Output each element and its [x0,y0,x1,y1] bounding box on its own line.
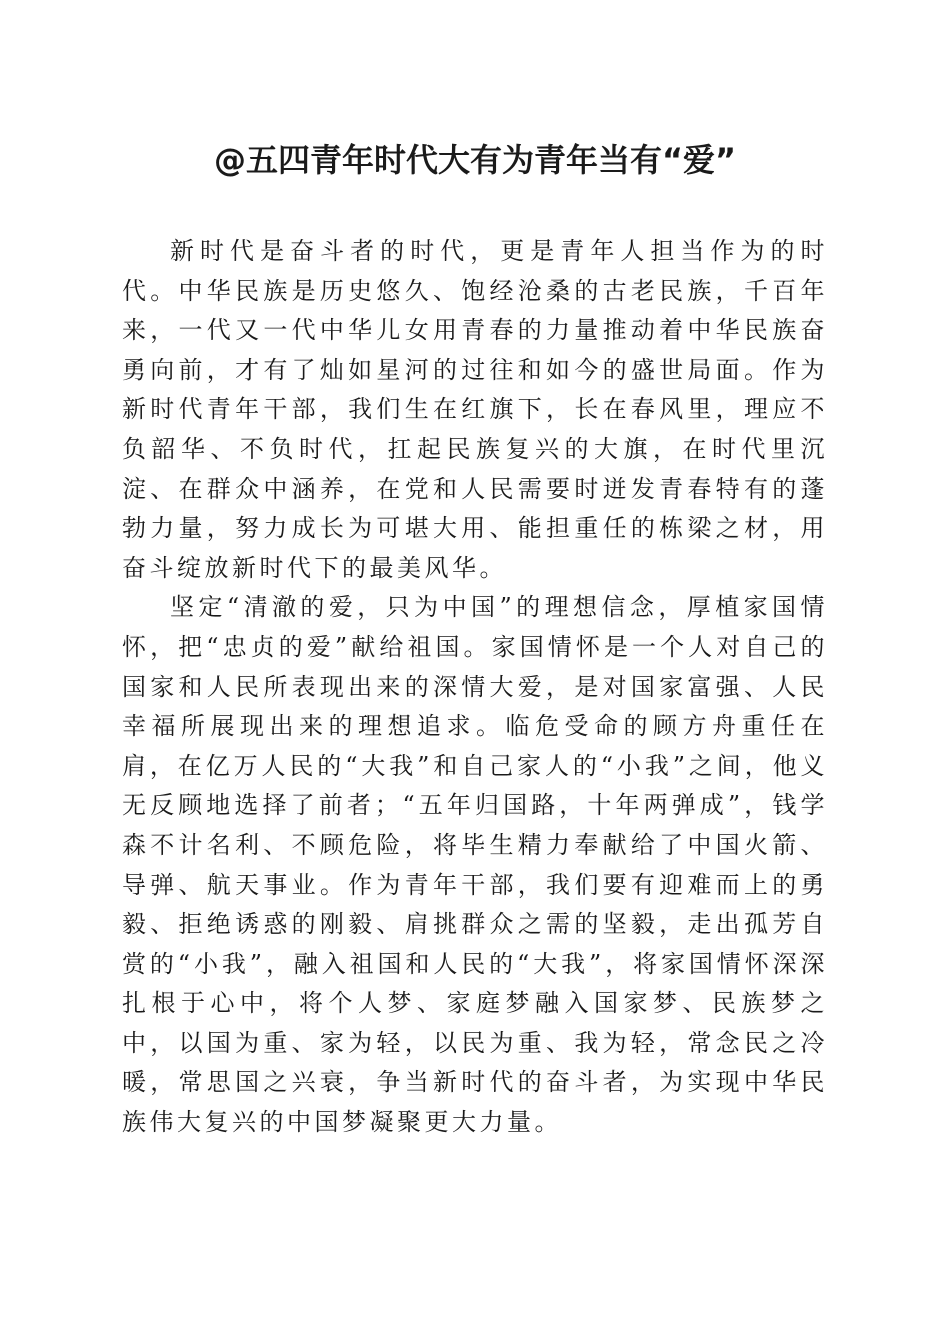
paragraph-1: 新时代是奋斗者的时代，更是青年人担当作为的时代。中华民族是历史悠久、饱经沧桑的古老民族，千百年来，一代又一代中华儿女用青春的力量推动着中华民族奋勇向前，才有了灿如星河的过往和如今的盛世局面。作为新时代青年干部，我们生在红旗下，长在春风里，理应不负韶华、不负时代，扛起民族复兴的大旗，在时代里沉淀、在群众中涵养，在党和人民需要时迸发青春特有的蓬勃力量，努力成长为可堪大用、能担重任的栋梁之材，用奋斗绽放新时代下的最美风华。 [122,237,828,582]
paragraph-2: 坚定“清澈的爱，只为中国”的理想信念，厚植家国情怀，把“忠贞的爱”献给祖国。家国情怀是一个人对自己的国家和人民所表现出来的深情大爱，是对国家富强、人民幸福所展现出来的理想追求。临危受命的顾方舟重任在肩，在亿万人民的“大我”和自己家人的“小我”之间，他义无反顾地选择了前者；“五年归国路，十年两弹成”，钱学森不计名利、不顾危险，将毕生精力奉献给了中国火箭、导弹、航天事业。作为青年干部，我们要有迎难而上的勇毅、拒绝诱惑的刚毅、肩挑群众之需的坚毅，走出孤芳自赏的“小我”，融入祖国和人民的“大我”，将家国情怀深深扎根于心中，将个人梦、家庭梦融入国家梦、民族梦之中，以国为重、家为轻，以民为重、我为轻，常念民之冷暖，常思国之兴衰，争当新时代的奋斗者，为实现中华民族伟大复兴的中国梦凝聚更大力量。 [122,593,828,1137]
document-body [122,232,828,1143]
document-title: @五四青年时代大有为青年当有“爱” [213,141,737,179]
